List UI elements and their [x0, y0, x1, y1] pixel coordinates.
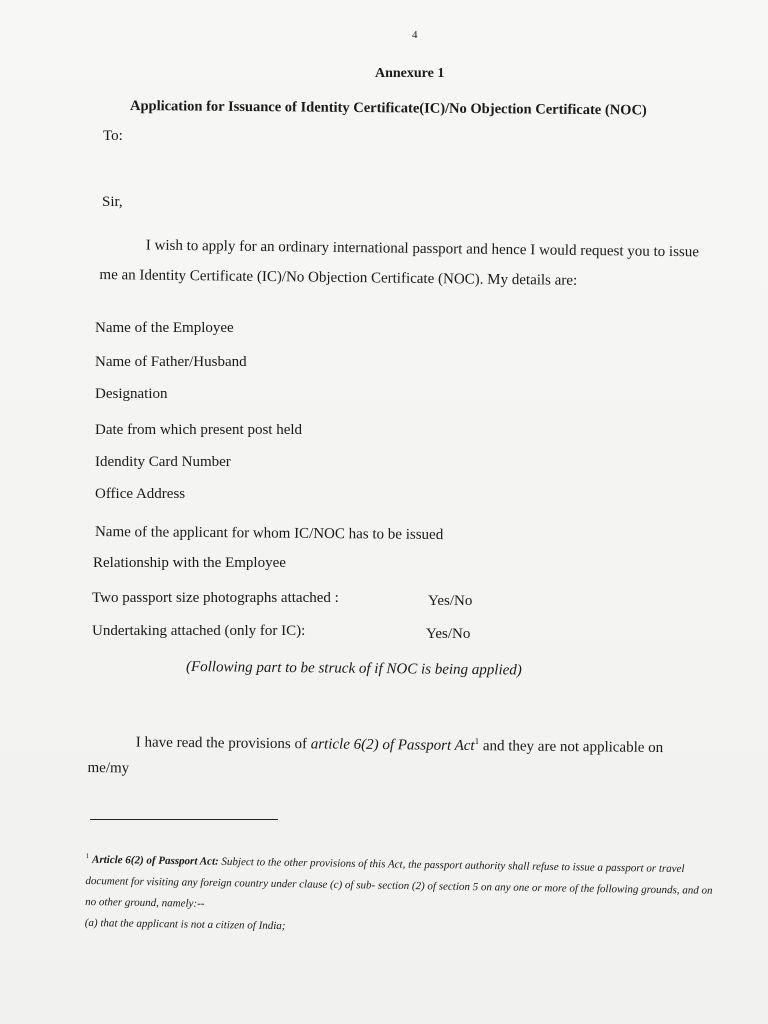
footnote-text: Subject to the other provisions of this Act, the passport authority shall refuse to issue a passport or travel document for visiting any foreign country under clause (c) of sub- section (2) of section 5 on any one or more of the following grounds, and on no other ground, namely:--	[85, 855, 713, 910]
footnote	[85, 846, 726, 944]
field-present-post-date: Date from which present post held	[95, 422, 303, 438]
field-photographs-attached: Two passport size photographs attached :	[92, 590, 339, 606]
field-designation: Designation	[95, 386, 168, 402]
annexure-title: Annexure 1	[375, 66, 445, 81]
field-employee-name: Name of the Employee	[95, 320, 234, 336]
field-undertaking-attached: Undertaking attached (only for IC):	[92, 623, 306, 639]
field-office-address: Office Address	[95, 486, 186, 502]
application-title: Application for Issuance of Identity Certificate(IC)/No Objection Certificate (NOC)	[129, 98, 647, 119]
declaration-before: I have read the provisions of	[135, 734, 311, 753]
declaration-paragraph	[87, 724, 708, 787]
footnote-separator	[90, 819, 278, 820]
struck-off-note: (Following part to be struck of if NOC is being applied)	[185, 659, 522, 679]
field-applicant-name: Name of the applicant for whom IC/NOC has to be issued	[94, 524, 444, 544]
photographs-answer: Yes/No	[428, 593, 473, 609]
field-identity-card-number: Idendity Card Number	[95, 454, 231, 470]
intro-paragraph	[99, 230, 710, 297]
declaration-article-ref: article 6(2) of Passport Act	[310, 736, 475, 755]
page-number: 4	[412, 29, 418, 41]
salutation: Sir,	[102, 194, 123, 210]
intro-text: I wish to apply for an ordinary international passport and hence I would request you to issue me an Identity Certificate (IC)/No Objection Certificate (NOC). My details are:	[99, 237, 700, 289]
declaration-after: and they are not applicable on me/my	[87, 738, 664, 777]
footnote-heading: Article 6(2) of Passport Act:	[91, 853, 219, 868]
footnote-mark: 1	[85, 851, 90, 861]
field-father-husband-name: Name of Father/Husband	[95, 354, 247, 370]
footnote-reference: 1	[474, 736, 480, 747]
to-label: To:	[103, 128, 123, 144]
footnote-item-a: (a) that the applicant is not a citizen of India;	[84, 916, 286, 932]
field-relationship: Relationship with the Employee	[93, 555, 286, 571]
undertaking-answer: Yes/No	[426, 626, 471, 642]
